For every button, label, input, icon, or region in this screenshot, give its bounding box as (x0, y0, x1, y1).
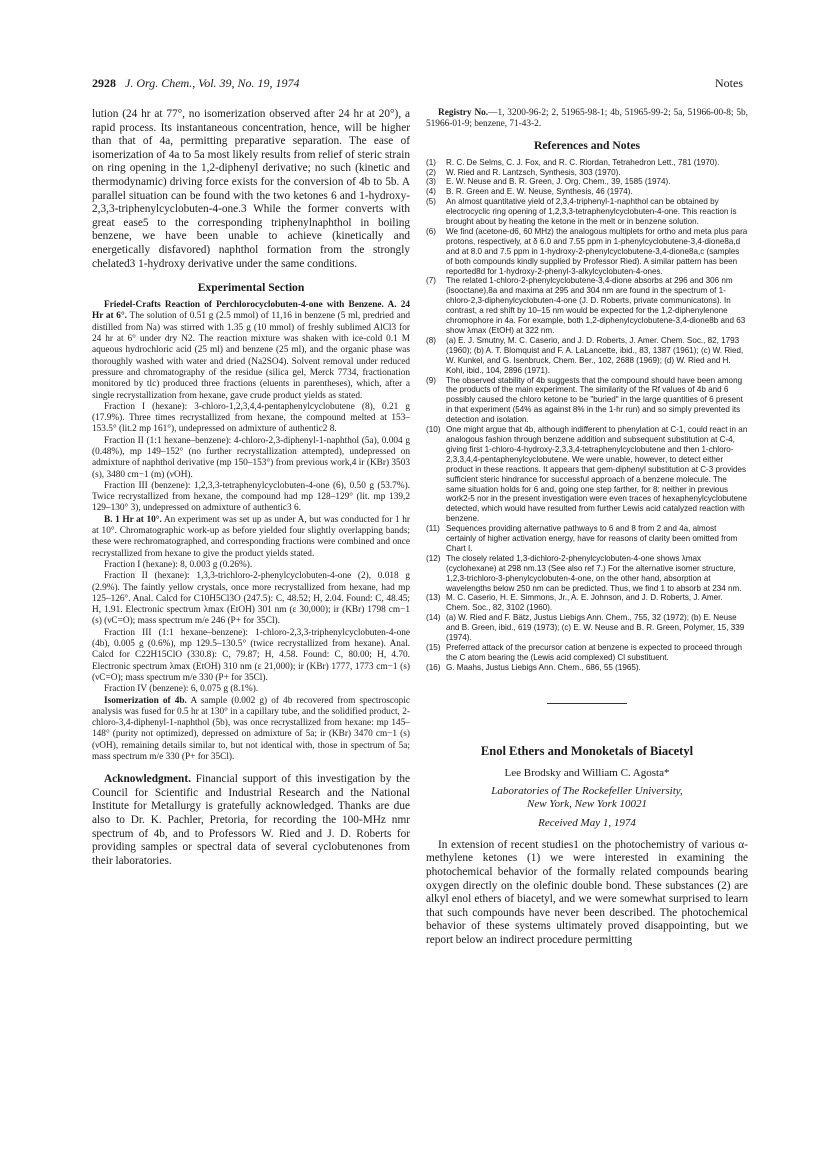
reference-text: G. Maahs, Justus Liebigs Ann. Chem., 686, 55 (1965). (446, 662, 641, 672)
references-list (426, 158, 748, 673)
exp-paragraph-a (92, 300, 410, 402)
page-number: 2928 (92, 76, 116, 90)
reference-number: (6) (426, 226, 436, 236)
experimental-section-title: Experimental Section (197, 281, 305, 295)
reference-text: B. R. Green and E. W. Neuse, Synthesis, 46 (1974). (446, 187, 633, 197)
article-authors: Lee Brodsky and William C. Agosta* (504, 766, 670, 779)
reference-text: The related 1-chloro-2-phenylcyclobutene-3,4-dione absorbs at 296 and 306 nm (isooctane),8a and maxima at 295 and 304 nm are found in the spectrum of 1-chloro-2,3-diphenylcyclobuten-4-one (J. D. Roberts, private communicatons). In contrast, a red shift by 10–15 nm would be expected for the 1,2-diphenylenone chromophore in 4a. For example, both 1,2-diphenylcyclobutene-3,4-dione8b and 63 show λmax (EtOH) at 322 nm. (446, 276, 746, 335)
fraction-3-a: Fraction III (benzene): 1,2,3,3-tetraphenylcyclobuten-4-one (6), 0.50 g (53.7%). Twice recrystallized from hexane, the compound had mp 128–129° (lit. mp 139,2 129–130° 3), undepressed on admixture of authentic3 6. (92, 480, 410, 514)
reference-text: Preferred attack of the precursor cation at benzene is expected to proceed through the C atom bearing the (Lewis acid complexed) Cl substituent. (446, 643, 743, 662)
reference-text: We find (acetone-d6, 60 MHz) the analogous multiplets for ortho and meta plus para protons, respectively, at δ 6.0 and 7.55 ppm in 1-phenylcyclobutene-3,4-dione8a,d and at 8.0 and 7.5 ppm in 1-hydroxy-2-phenylcyclobutene-3,4-dione8a,c (samples of both compounds kindly supplied by Professor Ried). A similar pattern has been reported8d for 1-hydroxy-2-phenyl-3-alkylcyclobuten-4-ones. (446, 226, 748, 276)
registry-heading: Registry No. (438, 108, 489, 118)
reference-number: (12) (426, 553, 441, 563)
running-header (92, 76, 743, 92)
reference-number: (4) (426, 187, 436, 197)
reference-number: (15) (426, 643, 441, 652)
reference-text: R. C. De Selms, C. J. Fox, and R. C. Riordan, Tetrahedron Lett., 781 (1970). (446, 157, 720, 167)
reference-item (426, 663, 748, 673)
reference-number: (3) (426, 177, 436, 187)
reference-item (426, 177, 748, 187)
reference-item (426, 197, 748, 227)
header-left (92, 76, 300, 91)
reference-number: (9) (426, 375, 436, 385)
reference-text: The observed stability of 4b suggests that the compound should have been among the products of the main experiment. The similarity of the Rf values of 4b and 6 possibly caused the chloro ketone to be "buried" in the large quantities of 6 present in that experiment (54% as against 8% in the 1-hr run) and so simply prevented its detection and isolation. (446, 375, 743, 425)
reference-item (426, 336, 748, 376)
fraction-4-b: Fraction IV (benzene): 6, 0.075 g (8.1%). (104, 684, 259, 695)
fraction-3-b: Fraction III (1:1 hexane–benzene): 1-chloro-2,3,3-triphenylcyclobuten-4-one (4b), 0.005 g (0.6%), mp 129.5–130.5° (twice recrystallized from hexane). Anal. Calcd for C22H15ClO (330.8): C, 79.87; H, 4.58. Found: C, 80.00; H, 4.70. Electronic spectrum λmax (EtOH) 310 nm (ε 21,000); ir (KBr) 1777, 1773 cm−1 (s) (νC=O); mass spectrum m/e 330 (P+ for 35Cl). (92, 627, 410, 683)
reference-number: (2) (426, 167, 436, 177)
reference-item (426, 276, 748, 335)
fraction-2-a: Fraction II (1:1 hexane–benzene): 4-chloro-2,3-diphenyl-1-naphthol (5a), 0.004 g (0.48%), mp 149–152° (no further recrystallization attempted), undepressed on admixture of naphthol derivative (mp 150–153°) from previous work,4 ir (KBr) 3503 (s), 3480 cm−1 (m) (νOH). (92, 435, 410, 480)
acknowledgment-heading: Acknowledgment. (104, 773, 191, 786)
reference-text: M. C. Caserio, H. E. Simmons, Jr., A. E. Johnson, and J. D. Roberts, J. Amer. Chem. Soc., 82, 3102 (1960). (446, 593, 723, 613)
exp-b-text-0: An experiment was set up as under A, but was conducted for 1 hr at 10°. Chromatographic work-up as before yielded four slightly overlapping bands; these were rechromatographed, and corresponding fractions were combined and once recrystallized from hexane to give the product yields stated. (92, 514, 410, 559)
fraction-1-b: Fraction I (hexane): 8, 0.003 g (0.26%). (104, 559, 253, 570)
reference-number: (5) (426, 197, 436, 207)
reference-text: (a) W. Ried and F. Bätz, Justus Liebigs Ann. Chem., 755, 32 (1972); (b) E. Neuse and B. Green, ibid., 619 (1973); (c) E. W. Neuse and B. R. Green, Polymer, 15, 339 (1974). (446, 613, 745, 643)
right-column (426, 108, 748, 947)
intro-paragraph: lution (24 hr at 77°, no isomerization observed after 24 hr at 20°), a rapid process. Its instantaneous concentration, hence, will be higher than that of 4a, permitting preparative separation. The ease of isomerization of 4a to 5a most likely results from relief of steric strain on ring opening in the 1,2-diphenyl derivative; no such (kinetic and thermodynamic) driving force exists for the conversion of 4b to 5b. A parallel situation can be found with the two ketones 6 and 1-hydroxy-2,3,3-triphenylcyclobuten-4-one.3 While the former converts with great ease5 to the corresponding triphenylnaphthol in boiling benzene, we have been unable to achieve (kinetically and energetically disfavored) naphthol formation from the strongly chelated3 1-hydroxy derivative under the same conditions. (92, 108, 410, 270)
references-title: References and Notes (533, 138, 641, 152)
registry-numbers (426, 108, 748, 131)
article-title: Enol Ethers and Monoketals of Biacetyl (480, 743, 694, 758)
reference-text: (a) E. J. Smutny, M. C. Caserio, and J. D. Roberts, J. Amer. Chem. Soc., 82, 1793 (1960); (b) A. T. Blomquist and F. A. LaLancette, ibid., 83, 1387 (1961); (c) W. Ried, W. Kunkel, and G. Isenbruck, Chem. Ber., 102, 2688 (1969); (d) W. Ried and H. Kohl, ibid., 104, 2896 (1971). (446, 335, 744, 375)
isomerization-heading: Isomerization of 4b. (104, 695, 187, 706)
reference-item (426, 158, 748, 168)
affiliation-line-2: New York, New York 10021 (527, 797, 647, 810)
reference-item (426, 187, 748, 197)
reference-number: (8) (426, 335, 436, 345)
reference-item (426, 227, 748, 277)
exp-text-0: The solution of 0.51 g (2.5 mmol) of 11,16 in benzene (5 ml, predried and distilled from Na) was stirred with 1.35 g (10 mmol) of freshly sublimed AlCl3 for 24 hr at 6° under dry N2. The reaction mixture was shaken with ice-cold 0.1 M aqueous hydrochloric acid (25 ml) and benzene (25 ml), and the organic phase was thoroughly washed with water and dried (Na2SO4). Solvent removal under reduced pressure and chromatography of the residue (silica gel, Merck 7734, fractionation monitored by tlc) produced three fractions (eluents in parentheses), which, after a single recrystallization from hexane, gave crude product yields as stated. (92, 311, 411, 401)
exp-heading: Friedel-Crafts Reaction of Perchlorocyclobuten-4-one with Benzene. A. 24 Hr at 6°. (92, 300, 410, 322)
left-column (92, 108, 410, 868)
reference-item (426, 376, 748, 426)
affiliation-line-1: Laboratories of The Rockefeller University, (491, 784, 683, 797)
reference-item (426, 425, 748, 524)
isomerization-paragraph (92, 696, 410, 764)
received-date: Received May 1, 1974 (538, 816, 636, 829)
article-divider (547, 703, 627, 704)
reference-item (426, 168, 748, 178)
reference-text: An almost quantitative yield of 2,3,4-triphenyl-1-naphthol can be obtained by electrocyclic ring opening of 1,2,3,3-tetraphenylcyclobuten-4-one. This reaction is brought about by heating the ketone in the melt or in benzene solution. (446, 197, 737, 227)
fraction-2-b: Fraction II (hexane): 1,3,3-trichloro-2-phenylcyclobuten-4-one (2), 0.018 g (2.9%). The faintly yellow crystals, once more recrystallized from hexane, had mp 125–126°. Anal. Calcd for C10H5Cl3O (247.5): C, 48.52; H, 2.04. Found: C, 48.45; H, 1.91. Electronic spectrum λmax (EtOH) 301 nm (ε 30,000); ir (KBr) 1798 cm−1 (s) (νC=O); mass spectrum m/e 246 (P+ for 35Cl). (92, 571, 410, 627)
reference-text: E. W. Neuse and B. R. Green, J. Org. Chem., 39, 1585 (1974). (446, 177, 671, 187)
article-affiliation (426, 785, 748, 811)
reference-item (426, 554, 748, 594)
reference-text: Sequences providing alternative pathways to 6 and 8 from 2 and 4a, almost certainly of higher activation energy, have for reasons of clarity been omitted from Chart I. (446, 524, 738, 553)
fraction-1-a: Fraction I (hexane): 3-chloro-1,2,3,4,4-pentaphenylcyclobutene (8), 0.21 g (17.9%). Three times recrystallized from hexane, the compound melted at 153–153.5° (lit.2 mp 161°), undepressed on admixture of authentic2 8. (92, 401, 410, 435)
acknowledgment-text: Financial support of this investigation by the Council for Scientific and Industrial Research and the National Institute for Metallurgy is gratefully acknowledged. Thanks are due also to Dr. K. Pachler, Pretoria, for recording the 100-MHz nmr spectrum of 4b, and to Professors W. Ried and J. D. Roberts for providing samples or spectral data of several cyclobutenones from their laboratories. (92, 773, 410, 867)
exp-b-heading: B. 1 Hr at 10°. (104, 514, 162, 525)
reference-number: (10) (426, 425, 441, 435)
reference-number: (13) (426, 593, 441, 603)
reference-number: (1) (426, 157, 436, 167)
reference-item (426, 593, 748, 613)
acknowledgment-paragraph (92, 773, 410, 868)
reference-number: (14) (426, 613, 441, 623)
reference-item (426, 643, 748, 663)
exp-paragraph-b (92, 515, 410, 560)
article-body: In extension of recent studies1 on the photochemistry of various α-methylene ketones (1) we were interested in examining the photochemical behavior of the formally related compounds bearing oxygen directly on the olefinic double bond. These substances (2) are alkyl enol ethers of biacetyl, and we were somewhat surprised to learn that such compounds have never been described. The photochemical behavior of these systems ultimately proved disappointing, but we report below an indirect procedure permitting (426, 838, 748, 946)
registry-text: —1, 3200-96-2; 2, 51965-98-1; 4b, 51965-99-2; 5a, 51966-00-8; 5b, 51966-01-9; benzene, 71-43-2. (426, 108, 748, 130)
reference-number: (7) (426, 276, 436, 286)
reference-text: W. Ried and R. Lantzsch, Synthesis, 303 (1970). (446, 167, 621, 177)
reference-text: One might argue that 4b, although indifferent to phenylation at C-1, could react in an analogous fashion through benzene addition and subsequent substitution at C-4, giving first 1-chloro-4-hydroxy-2,3,3,4-tetraphenylcyclobutene and then 1-chloro-2,3,3,4,4-pentaphenylcyclobutene. We were unable, however, to detect either product in these reactions. It appears that gem-diphenyl substitution at C-3 provides sufficient steric hindrance for successful approach of a benzene molecule. The same situation holds for 6 and, going one step farther, for 8: neither in previous work2-5 nor in the present investigation were even traces of hexaphenylcyclobutene detected, which would have resulted from further Lewis acid catalyzed reaction with benzene. (446, 425, 748, 524)
reference-item (426, 613, 748, 643)
section-label: Notes (715, 76, 743, 90)
reference-number: (11) (426, 524, 440, 534)
reference-number: (16) (426, 662, 441, 672)
reference-item (426, 524, 748, 554)
isomerization-text: A sample (0.002 g) of 4b recovered from spectroscopic analysis was fused for 0.5 hr at 130° in a capillary tube, and the solidified product, 2-chloro-3,4-diphenyl-1-naphthol (5b), was once recrystallized from hexane: mp 145–148° (purity not optimized), depressed on admixture of 5a; ir (KBr) 3470 cm−1 (s) (νOH), remaining details similar to, but not identical with, those in spectrum of 5a; mass spectrum m/e 330 (P+ for 35Cl). (92, 695, 411, 762)
journal-citation: J. Org. Chem., Vol. 39, No. 19, 1974 (125, 76, 300, 90)
reference-text: The closely related 1,3-dichloro-2-phenylcyclobuten-4-one shows λmax (cyclohexane) at 298 nm.13 (See also ref 7.) For the alternative isomer structure, 1,2,3-trichloro-3-phenylcyclobuten-4-one, on the other hand, absorption at wavelengths below 250 nm can be predicted. Thus, we find 1 to absorb at 234 nm. (446, 553, 742, 593)
